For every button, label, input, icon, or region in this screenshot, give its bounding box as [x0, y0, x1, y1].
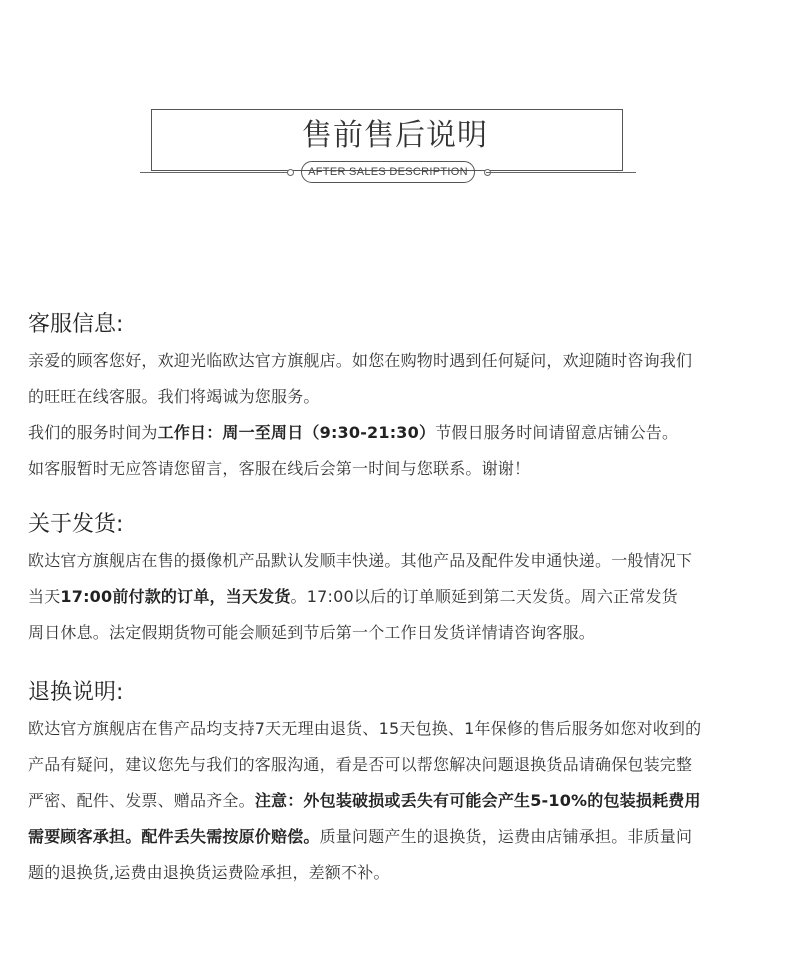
section-shipping — [28, 508, 772, 651]
paragraph-line — [28, 543, 772, 579]
emphasis-text: 注意：外包装破损或丢失有可能会产生5-10%的包装损耗费用 — [254, 791, 701, 810]
page-title: 售前售后说明 — [302, 118, 488, 153]
text-segment: 节假日服务时间请留意店铺公告。 — [435, 423, 679, 442]
subtitle-dot-left — [287, 169, 294, 176]
paragraph-line — [28, 747, 772, 783]
text-segment: 周日休息。法定假期货物可能会顺延到节后第一个工作日发货详情请咨询客服。 — [28, 623, 596, 642]
text-segment: 欧达官方旗舰店在售产品均支持7天无理由退货、15天包换、1年保修的售后服务如您对收到的 — [28, 719, 702, 738]
paragraph-line — [28, 783, 772, 819]
paragraph-line — [28, 379, 772, 415]
text-segment: 严密、配件、发票、赠品齐全。 — [28, 791, 255, 810]
text-segment: 亲爱的顾客您好，欢迎光临欧达官方旗舰店。如您在购物时遇到任何疑问，欢迎随时咨询我们 — [28, 351, 693, 370]
text-segment: 的旺旺在线客服。我们将竭诚为您服务。 — [28, 387, 320, 406]
subtitle-line-left — [140, 172, 290, 173]
section-customer-service — [28, 308, 772, 487]
paragraph-line — [28, 579, 772, 615]
paragraph-line — [28, 711, 772, 747]
text-segment: 我们的服务时间为 — [28, 423, 158, 442]
text-segment: 当天 — [28, 587, 61, 606]
text-segment: 产品有疑问，建议您先与我们的客服沟通，看是否可以帮您解决问题退换货品请确保包装完整 — [28, 755, 693, 774]
paragraph-line — [28, 819, 772, 855]
subtitle-ornament — [140, 160, 650, 186]
paragraph-line — [28, 451, 772, 487]
paragraph-line — [28, 343, 772, 379]
text-segment: 欧达官方旗舰店在售的摄像机产品默认发顺丰快递。其他产品及配件发申通快递。一般情况下 — [28, 551, 693, 570]
text-segment: 题的退换货,运费由退换货运费险承担，差额不补。 — [28, 863, 390, 882]
paragraph-line — [28, 415, 772, 451]
emphasis-text: 17:00前付款的订单，当天发货 — [60, 587, 291, 606]
emphasis-text: 需要顾客承担。配件丢失需按原价赔偿。 — [28, 827, 320, 846]
text-segment: 。17:00以后的订单顺延到第二天发货。周六正常发货 — [290, 587, 678, 606]
text-segment: 质量问题产生的退换货，运费由店铺承担。非质量问 — [319, 827, 693, 846]
section-returns — [28, 676, 772, 891]
text-segment: 如客服暂时无应答请您留言，客服在线后会第一时间与您联系。谢谢！ — [28, 459, 531, 478]
paragraph-line — [28, 855, 772, 891]
paragraph-line — [28, 615, 772, 651]
section-title: 关于发货: — [28, 512, 124, 537]
subtitle-line-right — [486, 172, 636, 173]
section-title: 客服信息: — [28, 312, 124, 337]
emphasis-text: 工作日：周一至周日（9:30-21:30） — [157, 423, 436, 442]
section-title: 退换说明: — [28, 680, 124, 705]
page-subtitle: AFTER SALES DESCRIPTION — [301, 161, 475, 183]
